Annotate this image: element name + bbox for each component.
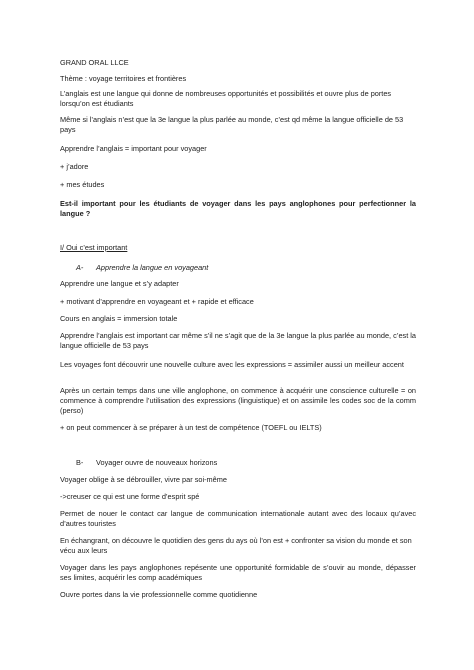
intro-paragraph-1: L’anglais est une langue qui donne de nombreuses opportunités et possibilités et ouvre plus de portes lorsqu’on est étudiants (60, 89, 392, 109)
intro-paragraph-2: Même si l’anglais n’est que la 3e langue la plus parlée au monde, c’est qd même la langue officielle de 53 pays (60, 115, 404, 135)
a-paragraph-7: + on peut commencer à se préparer à un test de compétence (TOEFL ou IELTS) (60, 423, 322, 432)
subsection-b-title: Voyager ouvre de nouveaux horizons (96, 458, 218, 467)
a-paragraph-6: Après un certain temps dans une ville anglophone, on commence à acquérir une conscience culturelle = on commence à comprendre l’utilisation des expressions (linguistique) et on assimile les codes soc de la comm (perso) (60, 386, 416, 416)
a-paragraph-3: Cours en anglais = immersion totale (60, 314, 178, 323)
b-paragraph-1: Voyager oblige à se débrouiller, vivre par soi-même (60, 475, 227, 484)
intro-paragraph-4: + j’adore (60, 162, 89, 171)
a-paragraph-4: Apprendre l’anglais est important car même s’il ne s’agit que de la 3e langue la plus parlée au monde, c’est la langue officielle de 53 pays (60, 331, 416, 351)
b-paragraph-4: En échangrant, on découvre le quotidien des gens du ays où l’on est + confronter sa vision du monde et son vécu aux leurs (60, 536, 412, 556)
a-paragraph-5: Les voyages font découvrir une nouvelle culture avec les expressions = assimiler aussi un meilleur accent (60, 360, 404, 369)
b-paragraph-6: Ouvre portes dans la vie professionnelle comme quotidienne (60, 590, 258, 599)
document-title: GRAND ORAL LLCE (60, 58, 129, 67)
a-paragraph-2: + motivant d’apprendre en voyageant et + rapide et efficace (60, 297, 254, 306)
section-1-heading-text: I/ Oui c’est important (60, 243, 128, 252)
intro-paragraph-3: Apprendre l’anglais = important pour voyager (60, 144, 207, 153)
intro-paragraph-5: + mes études (60, 180, 105, 189)
section-1-heading (60, 243, 416, 253)
subsection-a-title: Apprendre la langue en voyageant (96, 263, 209, 272)
subsection-b-letter: B- (76, 458, 84, 467)
b-paragraph-2: ->creuser ce qui est une forme d’esprit spé (60, 492, 200, 501)
b-paragraph-3: Permet de nouer le contact car langue de communication internationale autant avec des locaux qu’avec d’autres touristes (60, 509, 416, 529)
theme-line: Thème : voyage territoires et frontières (60, 74, 187, 83)
subsection-b-heading (60, 458, 416, 468)
subsection-a-heading (60, 263, 416, 273)
b-paragraph-5: Voyager dans les pays anglophones repésente une opportunité formidable de s’ouvir au monde, dépasser ses limites, acquérir les comp académiques (60, 563, 416, 583)
subsection-a-letter: A- (76, 263, 84, 272)
a-paragraph-1: Apprendre une langue et s’y adapter (60, 279, 179, 288)
problem-question: Est-il important pour les étudiants de voyager dans les pays anglophones pour perfectionner la langue ? (60, 199, 416, 219)
